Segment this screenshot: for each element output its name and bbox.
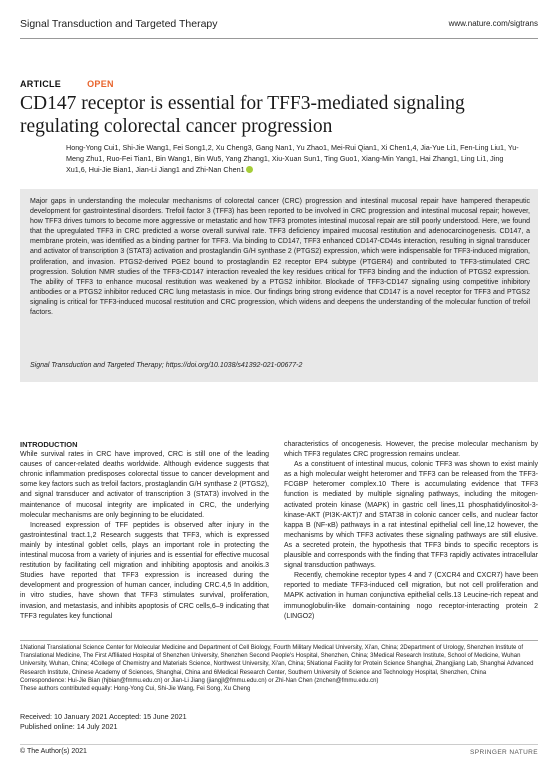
- paragraph: Recently, chemokine receptor types 4 and 7 (CXCR4 and CXCR7) have been reported to mediate TFF3-induced cell migration, but not cell proliferation and MAPK activation in human conjunctiva epithelial cells.13 Leucine-rich repeat and immunoglobulin-like domain-containing nogo receptor-interacting protein 2 (LINGO2): [284, 572, 538, 620]
- journal-url[interactable]: www.nature.com/sigtrans: [448, 19, 538, 28]
- author-names: Hong-Yong Cui1, Shi-Jie Wang1, Fei Song1,2, Xu Cheng3, Gang Nan1, Yu Zhao1, Mei-Rui Qian1, Xi Chen1,4, Jia-Yue Li1, Fen-Ling Liu1, Yu-Meng Zhu1, Ruo-Fei Tian1, Bin Wang1, Bin Wu5, Yang Zhang1, Xiu-Xuan Sun1, Ting Guo1, Xiang-Min Yang1, Hai Zhang1, Ling Li1, Jing Xu1,6, Hui-Jie Bian1, Jian-Li Jiang1 and Zhi-Nan Chen1: [66, 143, 519, 174]
- correspondence: Correspondence: Hui-Jie Bian (hjbian@fmmu.edu.cn) or Jian-Li Jiang (jiangjl@fmmu.edu.cn) or Zhi-Nan Chen (znchen@fmmu.edu.cn): [20, 677, 379, 684]
- paragraph: Increased expression of TFF peptides is observed after injury in the gastrointestinal tract.1,2 Research suggests that TFF3, which is expressed mainly by intestinal goblet cells, plays an important role in protecting the intestinal mucosa from a variety of injuries and is essential for effective mucosal restitution by facilitating cell migration and inhibiting apoptosis and anoikis.3 Studies have reported that TFF3 expression is increased during the development and progression of human cancer, including CRC.4,5 In addition, in vitro studies, have shown that TFF3 stimulates survival, proliferation, invasion, and metastasis, and inhibits apoptosis of CRC cells,6–9 indicating that TFF3 regulates key functional: [20, 521, 269, 620]
- footnotes: [20, 644, 538, 693]
- journal-name: Signal Transduction and Targeted Therapy: [20, 18, 218, 30]
- abstract-text: Major gaps in understanding the molecular mechanisms of colorectal cancer (CRC) progression and intestinal mucosal repair have hampered therapeutic development for gastrointestinal disorders. Trefoil factor 3 (TFF3) has been reported to be involved in CRC progression and intestinal mucosal repair; however, how TFF3 drives tumors to become more aggressive or metastatic and how TFF3 promotes intestinal mucosal repair are still poorly understood. Here, we found that the upregulated TFF3 in CRC predicted a worse overall survival rate. TFF3 deficiency impaired mucosal restitution and adenocarcinogenesis. CD147, a membrane protein, was identified as a binding partner for TFF3. Via binding to CD147, TFF3 enhanced CD147-CD44s interaction, resulting in signal transducer and activator of transcription 3 (STAT3) activation and prostaglandin G/H synthase 2 (PTGS2) expression, which were indispensable for TFF3-induced migration, proliferation, and invasion. PTGS2-derived PGE2 bound to prostaglandin E2 receptor EP4 subtype (PTGER4) and contributed to TFF3-stimulated CRC progression. Solution NMR studies of the TFF3-CD147 interaction revealed the key residues critical for TFF3 binding and the induction of PTGS2 expression. The ability of TFF3 to enhance mucosal restitution was weakened by a PTGS2 inhibitor. Blockade of TFF3-CD147 signaling using competitive inhibitory antibodies or a PTGS2 inhibitor reduced CRC lung metastasis in mice. Our findings bring strong evidence that CD147 is a novel receptor for TFF3 and PTGS2 signaling is critical for TFF3-induced mucosal restitution and CRC progression, which widens and deepens the understanding of the molecular function of trefoil factors.: [30, 198, 530, 317]
- open-access-badge: OPEN: [87, 79, 114, 89]
- citation-line[interactable]: Signal Transduction and Targeted Therapy; https://doi.org/10.1038/s41392-021-00677-2: [30, 362, 303, 369]
- paragraph: While survival rates in CRC have improved, CRC is still one of the leading causes of cancer-related deaths worldwide. Although evidence suggests that chronic inflammation predisposes colorectal tissue to cancer development and some key factors such as trefoil factors, prostaglandin G/H synthase 2 (PTGS2), and signal transducer and activator of transcription 3 (STAT3) involved in the maintenance of mucosal integrity are implicated in CRC, the underlying molecular mechanisms are only beginning to be elucidated.: [20, 451, 269, 519]
- footnote-divider: [20, 640, 538, 641]
- orcid-icon[interactable]: [246, 166, 253, 173]
- body-column-right: [284, 440, 538, 622]
- affiliations: 1National Translational Science Center for Molecular Medicine and Department of Cell Biology, Fourth Military Medical University, Xi'an, China; 2Department of Urology, Shenzhen Institute of Translational Medicine, The First Affiliated Hospital of Shenzhen University, Shenzhen Second People's Hospital, Shenzhen, China; 3Medical Research Institute, School of Medicine, Wuhan University, Wuhan, China; 4College of Chemistry and Materials Science, Northwest University, Xi'an, China; 5National Facility for Protein Science Shanghai, Zhangjiang Lab, Shanghai Advanced Research Institute, Chinese Academy of Sciences, Shanghai, China and 6Medical Research Center, Southern University of Science and Technology Hospital, Shenzhen, China: [20, 645, 534, 676]
- article-type: ARTICLE: [20, 79, 62, 89]
- received-accepted-dates: Received: 10 January 2021 Accepted: 15 June 2021: [20, 712, 187, 721]
- paragraph: characteristics of oncogenesis. However, the precise molecular mechanism by which TFF3 regulates CRC progression remains unclear.: [284, 441, 538, 459]
- equal-contribution-note: These authors contributed equally: Hong-Yong Cui, Shi-Jie Wang, Fei Song, Xu Cheng: [20, 686, 251, 693]
- section-heading-introduction: INTRODUCTION: [20, 440, 78, 449]
- header-divider: [20, 38, 538, 39]
- article-dates: [20, 712, 187, 731]
- body-column-left: [20, 440, 269, 622]
- published-date: Published online: 14 July 2021: [20, 721, 118, 731]
- article-title: CD147 receptor is essential for TFF3-mediated signaling regulating colorectal cancer progression: [20, 93, 465, 137]
- paragraph: As a constituent of intestinal mucus, colonic TFF3 was shown to exist mainly as a high molecular weight heteromer and TFF3 can be released from the TFF3-FCGBP heteromer complex.10 There is accumulating evidence that TFF3 function is mediated by multiple signaling pathways, including the mitogen-activated protein kinase (MAPK) in gastric cell lines,11 phosphatidylinositol-3-kinase-AKT (PI3K-AKT)7 and STAT38 in colonic cancer cells, and nuclear factor kappa B (NF-κB) pathways in a rat intestinal epithelial cell line,12 however, the mechanisms by which TFF3 activates these signaling pathways are still elusive. As a secreted protein, the hypothesis that TFF3 binds to specific receptors is plausible and corresponds with the finding that TFF3 rapidly activates intracellular signal transduction pathways.: [284, 461, 538, 570]
- footer-divider: [20, 744, 538, 745]
- author-list: [66, 142, 521, 175]
- article-tag-row: [20, 79, 114, 89]
- publisher-logo: SPRINGER NATURE: [470, 749, 538, 756]
- copyright: © The Author(s) 2021: [20, 748, 87, 755]
